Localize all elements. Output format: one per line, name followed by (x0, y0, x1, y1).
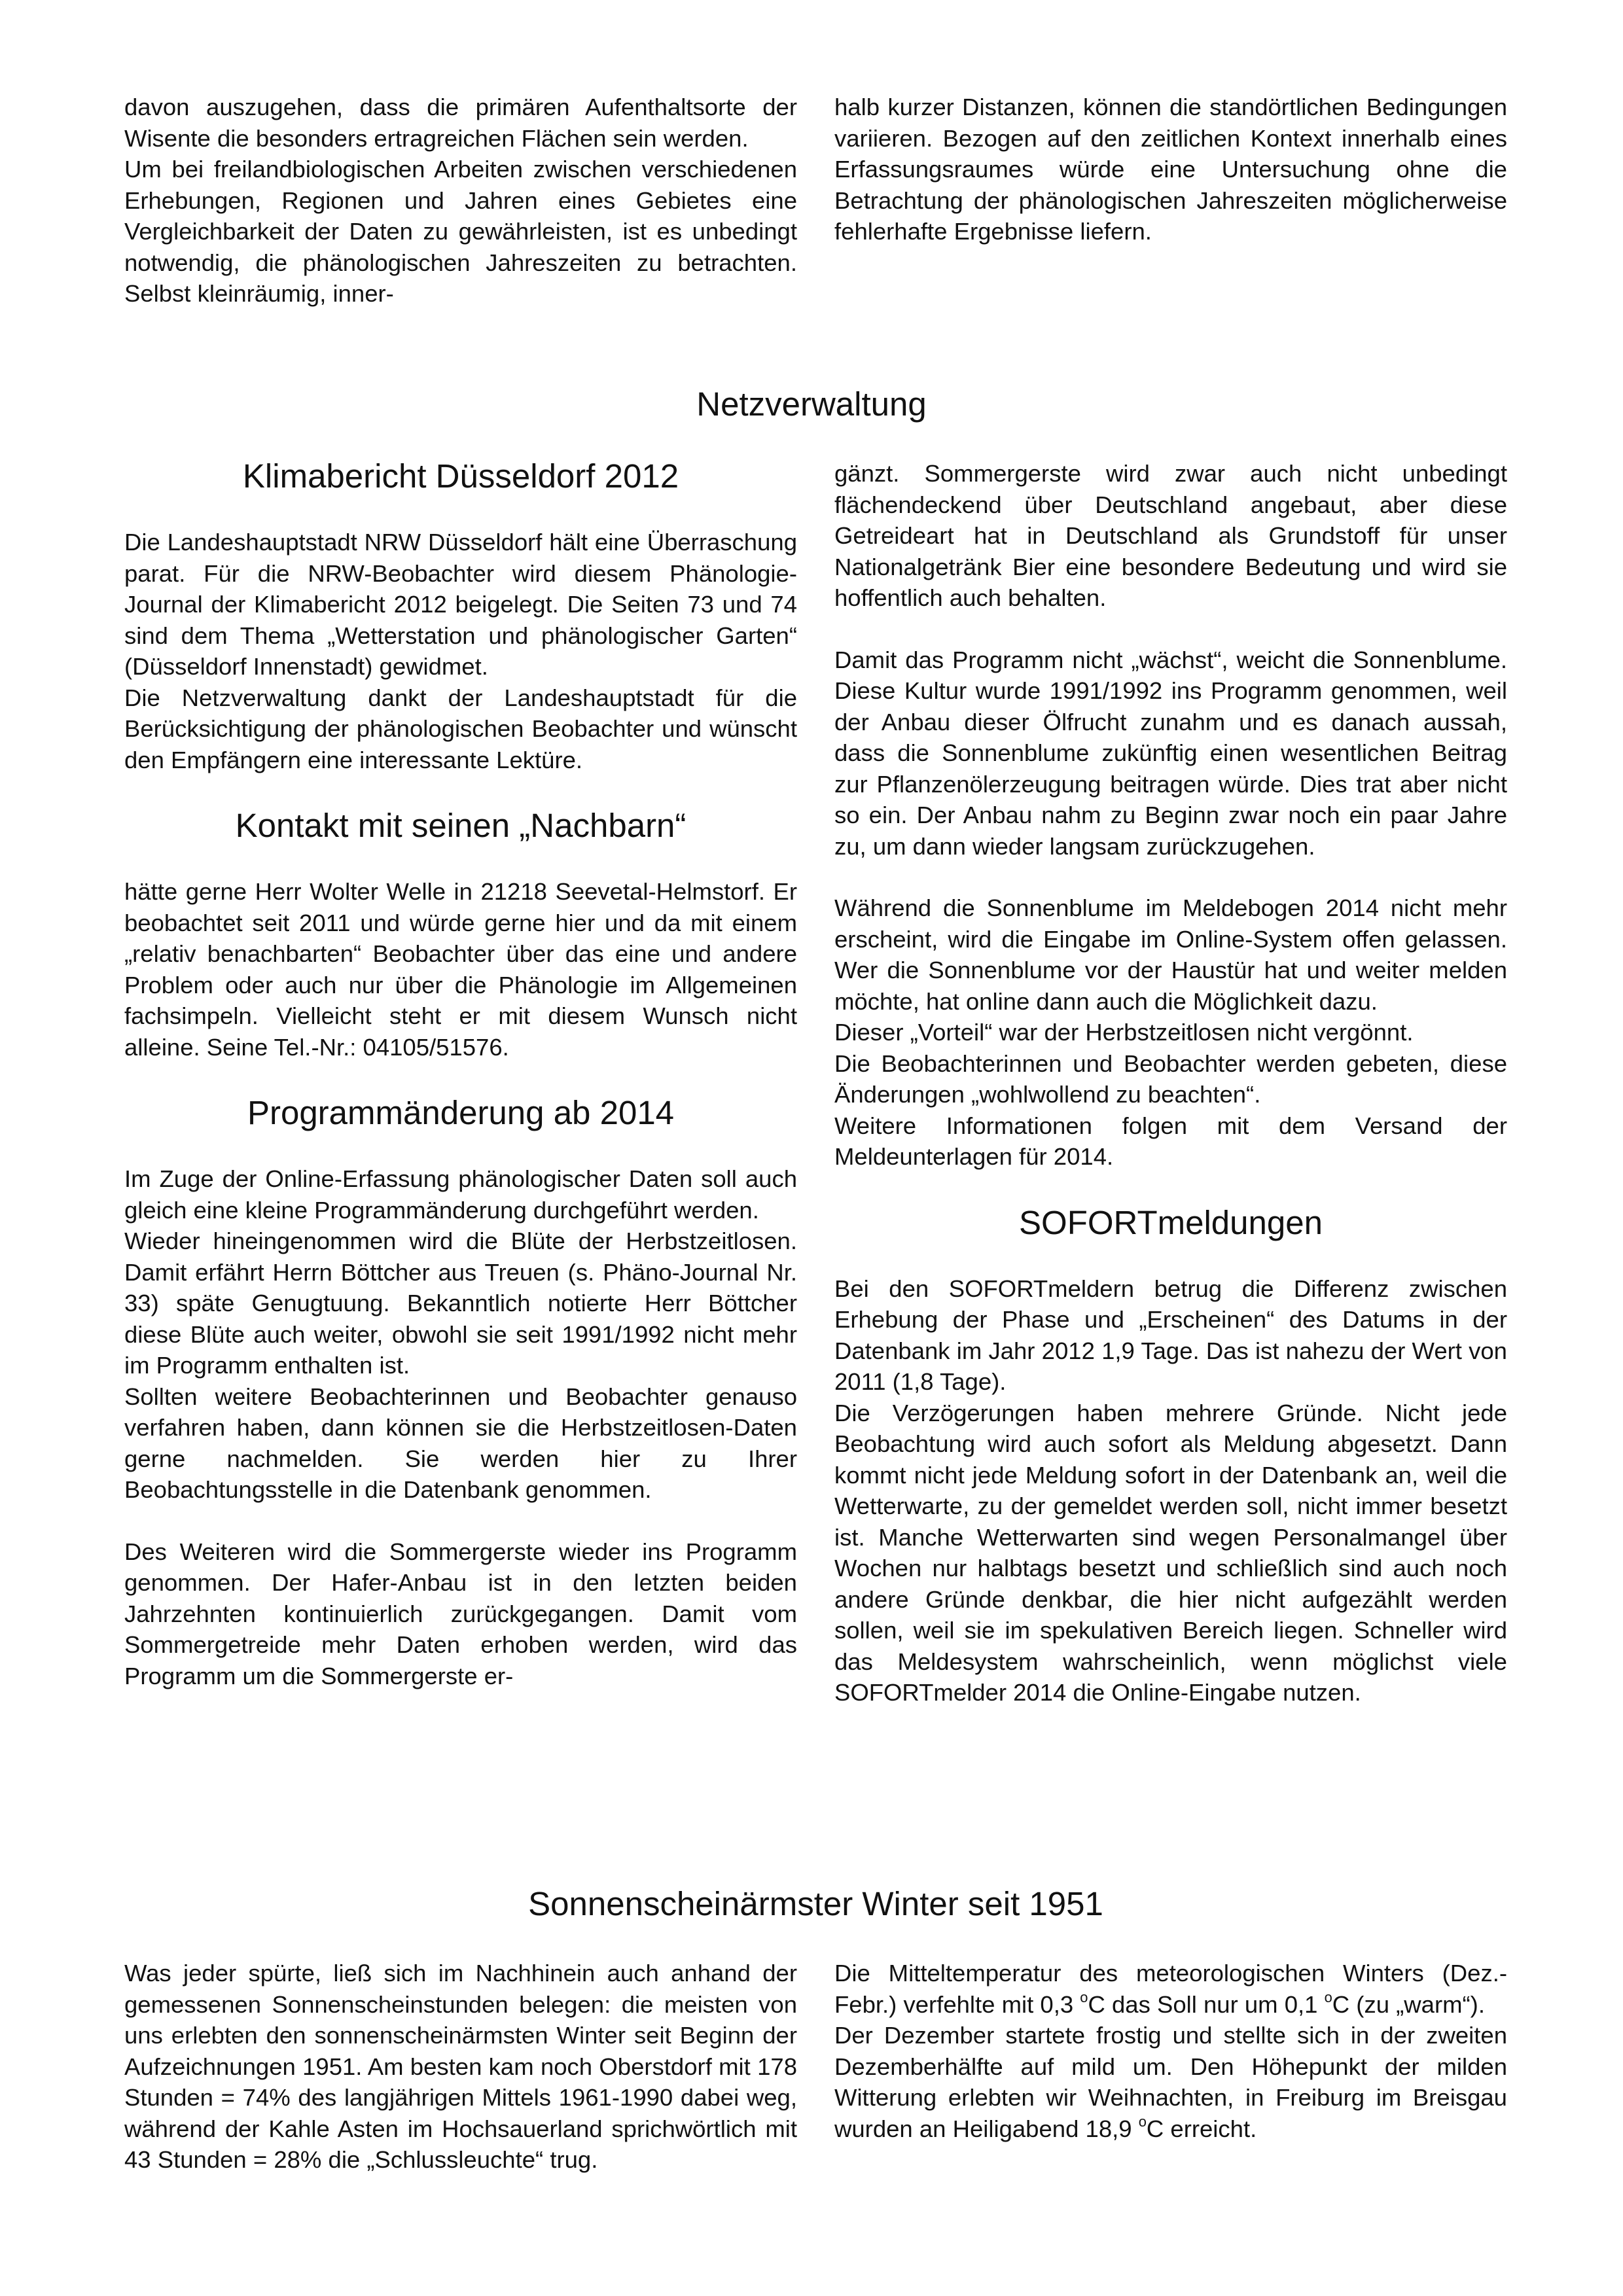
sonne-right-column (834, 1958, 1507, 2144)
netz-left-column (124, 457, 797, 1691)
paragraph-mitteltemperatur: Die Mitteltemperatur des meteorologischen Winters (Dez.-Febr.) verfehlte mit 0,3 $^o$C das Soll nur um 0,1 $^o$C (zu „warm“). (834, 1960, 1507, 2018)
paragraph: Während die Sonnenblume im Meldebogen 2014 nicht mehr erscheint, wird die Eingabe im Online-System offen gelassen. Wer die Sonnenblume vor der Haustür hat und weiter melden möchte, hat online dann auch die Möglichkeit dazu. (834, 894, 1507, 1015)
sonne-left-column (124, 1958, 797, 2176)
paragraph-dezember: Der Dezember startete frostig und stellte sich in der zweiten Dezemberhälfte auf mild um. Den Höhepunkt der milden Witterung erlebten wir Weihnachten, in Freiburg im Breisgau wurden an Heiligabend 18,9 $^o$C erreicht. (834, 2022, 1507, 2142)
paragraph: davon auszugehen, dass die primären Aufenthaltsorte der Wisente die besonders ertragreichen Flächen sein werden. (124, 94, 797, 152)
paragraph: Wieder hineingenommen wird die Blüte der Herbstzeitlosen. Damit erfährt Herrn Böttcher aus Treuen (s. Phäno-Journal Nr. 33) späte Genugtuung. Bekanntlich notierte Herr Böttcher diese Blüte auch weiter, obwohl sie seit 1991/1992 nicht mehr im Programm enthalten ist. (124, 1227, 797, 1379)
paragraph: Die Landeshauptstadt NRW Düsseldorf hält eine Überraschung parat. Für die NRW-Beobachter wird diesem Phänologie-Journal der Klimabericht 2012 beigelegt. Die Seiten 73 und 74 sind dem Thema „Wetterstation und phänologischer Garten“ (Düsseldorf Innenstadt) gewidmet. (124, 529, 797, 680)
paragraph: Die Netzverwaltung dankt der Landeshauptstadt für die Berücksichtigung der phänologischen Beobachter und wünscht den Empfängern eine interessante Lektüre. (124, 684, 797, 773)
degree-superscript: o (1324, 1989, 1332, 2006)
paragraph: gänzt. Sommergerste wird zwar auch nicht unbedingt flächendeckend über Deutschland angebaut, aber diese Getreideart hat in Deutschland als Grundstoff für unser Nationalgetränk Bier eine besondere Bedeutung und wird sie hoffentlich auch behalten. (834, 460, 1507, 611)
paragraph: Was jeder spürte, ließ sich im Nachhinein auch anhand der gemessenen Sonnenscheinstunden belegen: die meisten von uns erlebten den sonnenscheinärmsten Winter seit Beginn der Aufzeichnungen 1951. Am besten kam noch Oberstdorf mit 178 Stunden = 74% des langjährigen Mittels 1961-1990 dabei weg, während der Kahle Asten im Hochsauerland sprichwörtlich mit 43 Stunden = 28% die „Schlussleuchte“ trug. (124, 1960, 797, 2173)
paragraph: Sollten weitere Beobachterinnen und Beobachter genauso verfahren haben, dann können sie die Herbstzeitlosen-Daten gerne nachmelden. Sie werden hier zu Ihrer Beobachtungsstelle in die Datenbank genommen. (124, 1383, 797, 1503)
degree-superscript: o (1138, 2113, 1147, 2130)
degree-superscript: o (1080, 1989, 1088, 2006)
paragraph: Die Beobachterinnen und Beobachter werden gebeten, diese Änderungen „wohlwollend zu beachten“. (834, 1050, 1507, 1108)
heading-programmaenderung: Programmänderung ab 2014 (247, 1094, 675, 1131)
paragraph: Damit das Programm nicht „wächst“, weicht die Sonnenblume. Diese Kultur wurde 1991/1992 ins Programm genommen, weil der Anbau dieser Ölfrucht zunahm und es danach aussah, dass die Sonnenblume zukünftig einen wesentlichen Beitrag zur Pflanzenölerzeugung beitragen würde. Dies trat aber nicht so ein. Der Anbau nahm zu Beginn zwar noch ein paar Jahre zu, um dann wieder langsam zurückzugehen. (834, 646, 1507, 860)
paragraph: Im Zuge der Online-Erfassung phänologischer Daten soll auch gleich eine kleine Programmänderung durchgeführt werden. (124, 1165, 797, 1224)
intro-right-column (834, 92, 1507, 247)
heading-sofortmeldungen: SOFORTmeldungen (1019, 1203, 1323, 1241)
paragraph: Bei den SOFORTmeldern betrug die Differenz zwischen Erhebung der Phase und „Erscheinen“ des Datums in der Datenbank im Jahr 2012 1,9 Tage. Das ist nahezu der Wert von 2011 (1,8 Tage). (834, 1275, 1507, 1395)
paragraph: Weitere Informationen folgen mit dem Versand der Meldeunterlagen für 2014. (834, 1112, 1507, 1170)
paragraph: hätte gerne Herr Wolter Welle in 21218 Seevetal-Helmstorf. Er beobachtet seit 2011 und würde gerne hier und da mit einem „relativ benachbarten“ Beobachter über das eine und andere Problem oder auch nur über die Phänologie im Allgemeinen fachsimpeln. Vielleicht steht er mit diesem Wunsch nicht alleine. Seine Tel.-Nr.: 04105/51576. (124, 878, 797, 1061)
netz-right-column (834, 458, 1507, 1708)
paragraph: halb kurzer Distanzen, können die standörtlichen Bedingungen variieren. Bezogen auf den zeitlichen Kontext innerhalb eines Erfassungsraumes würde eine Untersuchung ohne die Betrachtung der phänologischen Jahreszeiten möglicherweise fehlerhafte Ergebnisse liefern. (834, 94, 1507, 245)
paragraph: Dieser „Vorteil“ war der Herbstzeitlosen nicht vergönnt. (834, 1019, 1414, 1046)
heading-klimabericht: Klimabericht Düsseldorf 2012 (242, 457, 679, 495)
section-title-netzverwaltung: Netzverwaltung (696, 385, 927, 423)
intro-left-column (124, 92, 797, 309)
paragraph: Die Verzögerungen haben mehrere Gründe. Nicht jede Beobachtung wird auch sofort als Meldung abgesetzt. Dann kommt nicht jede Meldung sofort in der Datenbank an, weil die Wetterwarte, zu der gemeldet werden soll, nicht immer besetzt ist. Manche Wetterwarten sind wegen Personalmangel über Wochen nur halbtags besetzt und schließlich sind auch noch andere Gründe denkbar, die hier nicht aufgezählt werden sollen, weil sie im spekulativen Bereich liegen. Schneller wird das Meldesystem wahrscheinlich, wenn möglichst viele SOFORTmelder 2014 die Online-Eingabe nutzen. (834, 1399, 1507, 1706)
paragraph: Des Weiteren wird die Sommergerste wieder ins Programm genommen. Der Hafer-Anbau ist in den letzten beiden Jahrzehnten kontinuierlich zurückgegangen. Damit vom Sommergetreide mehr Daten erhoben werden, wird das Programm um die Sommergerste er- (124, 1538, 797, 1689)
section-title-sonnenschein: Sonnenscheinärmster Winter seit 1951 (528, 1885, 1103, 1922)
paragraph: Um bei freilandbiologischen Arbeiten zwischen verschiedenen Erhebungen, Regionen und Jahren eines Gebietes eine Vergleichbarkeit der Daten zu gewährleisten, ist es unbedingt notwendig, die phänologischen Jahreszeiten zu betrachten. Selbst kleinräumig, inner- (124, 156, 797, 307)
heading-kontakt: Kontakt mit seinen „Nachbarn“ (235, 807, 687, 844)
